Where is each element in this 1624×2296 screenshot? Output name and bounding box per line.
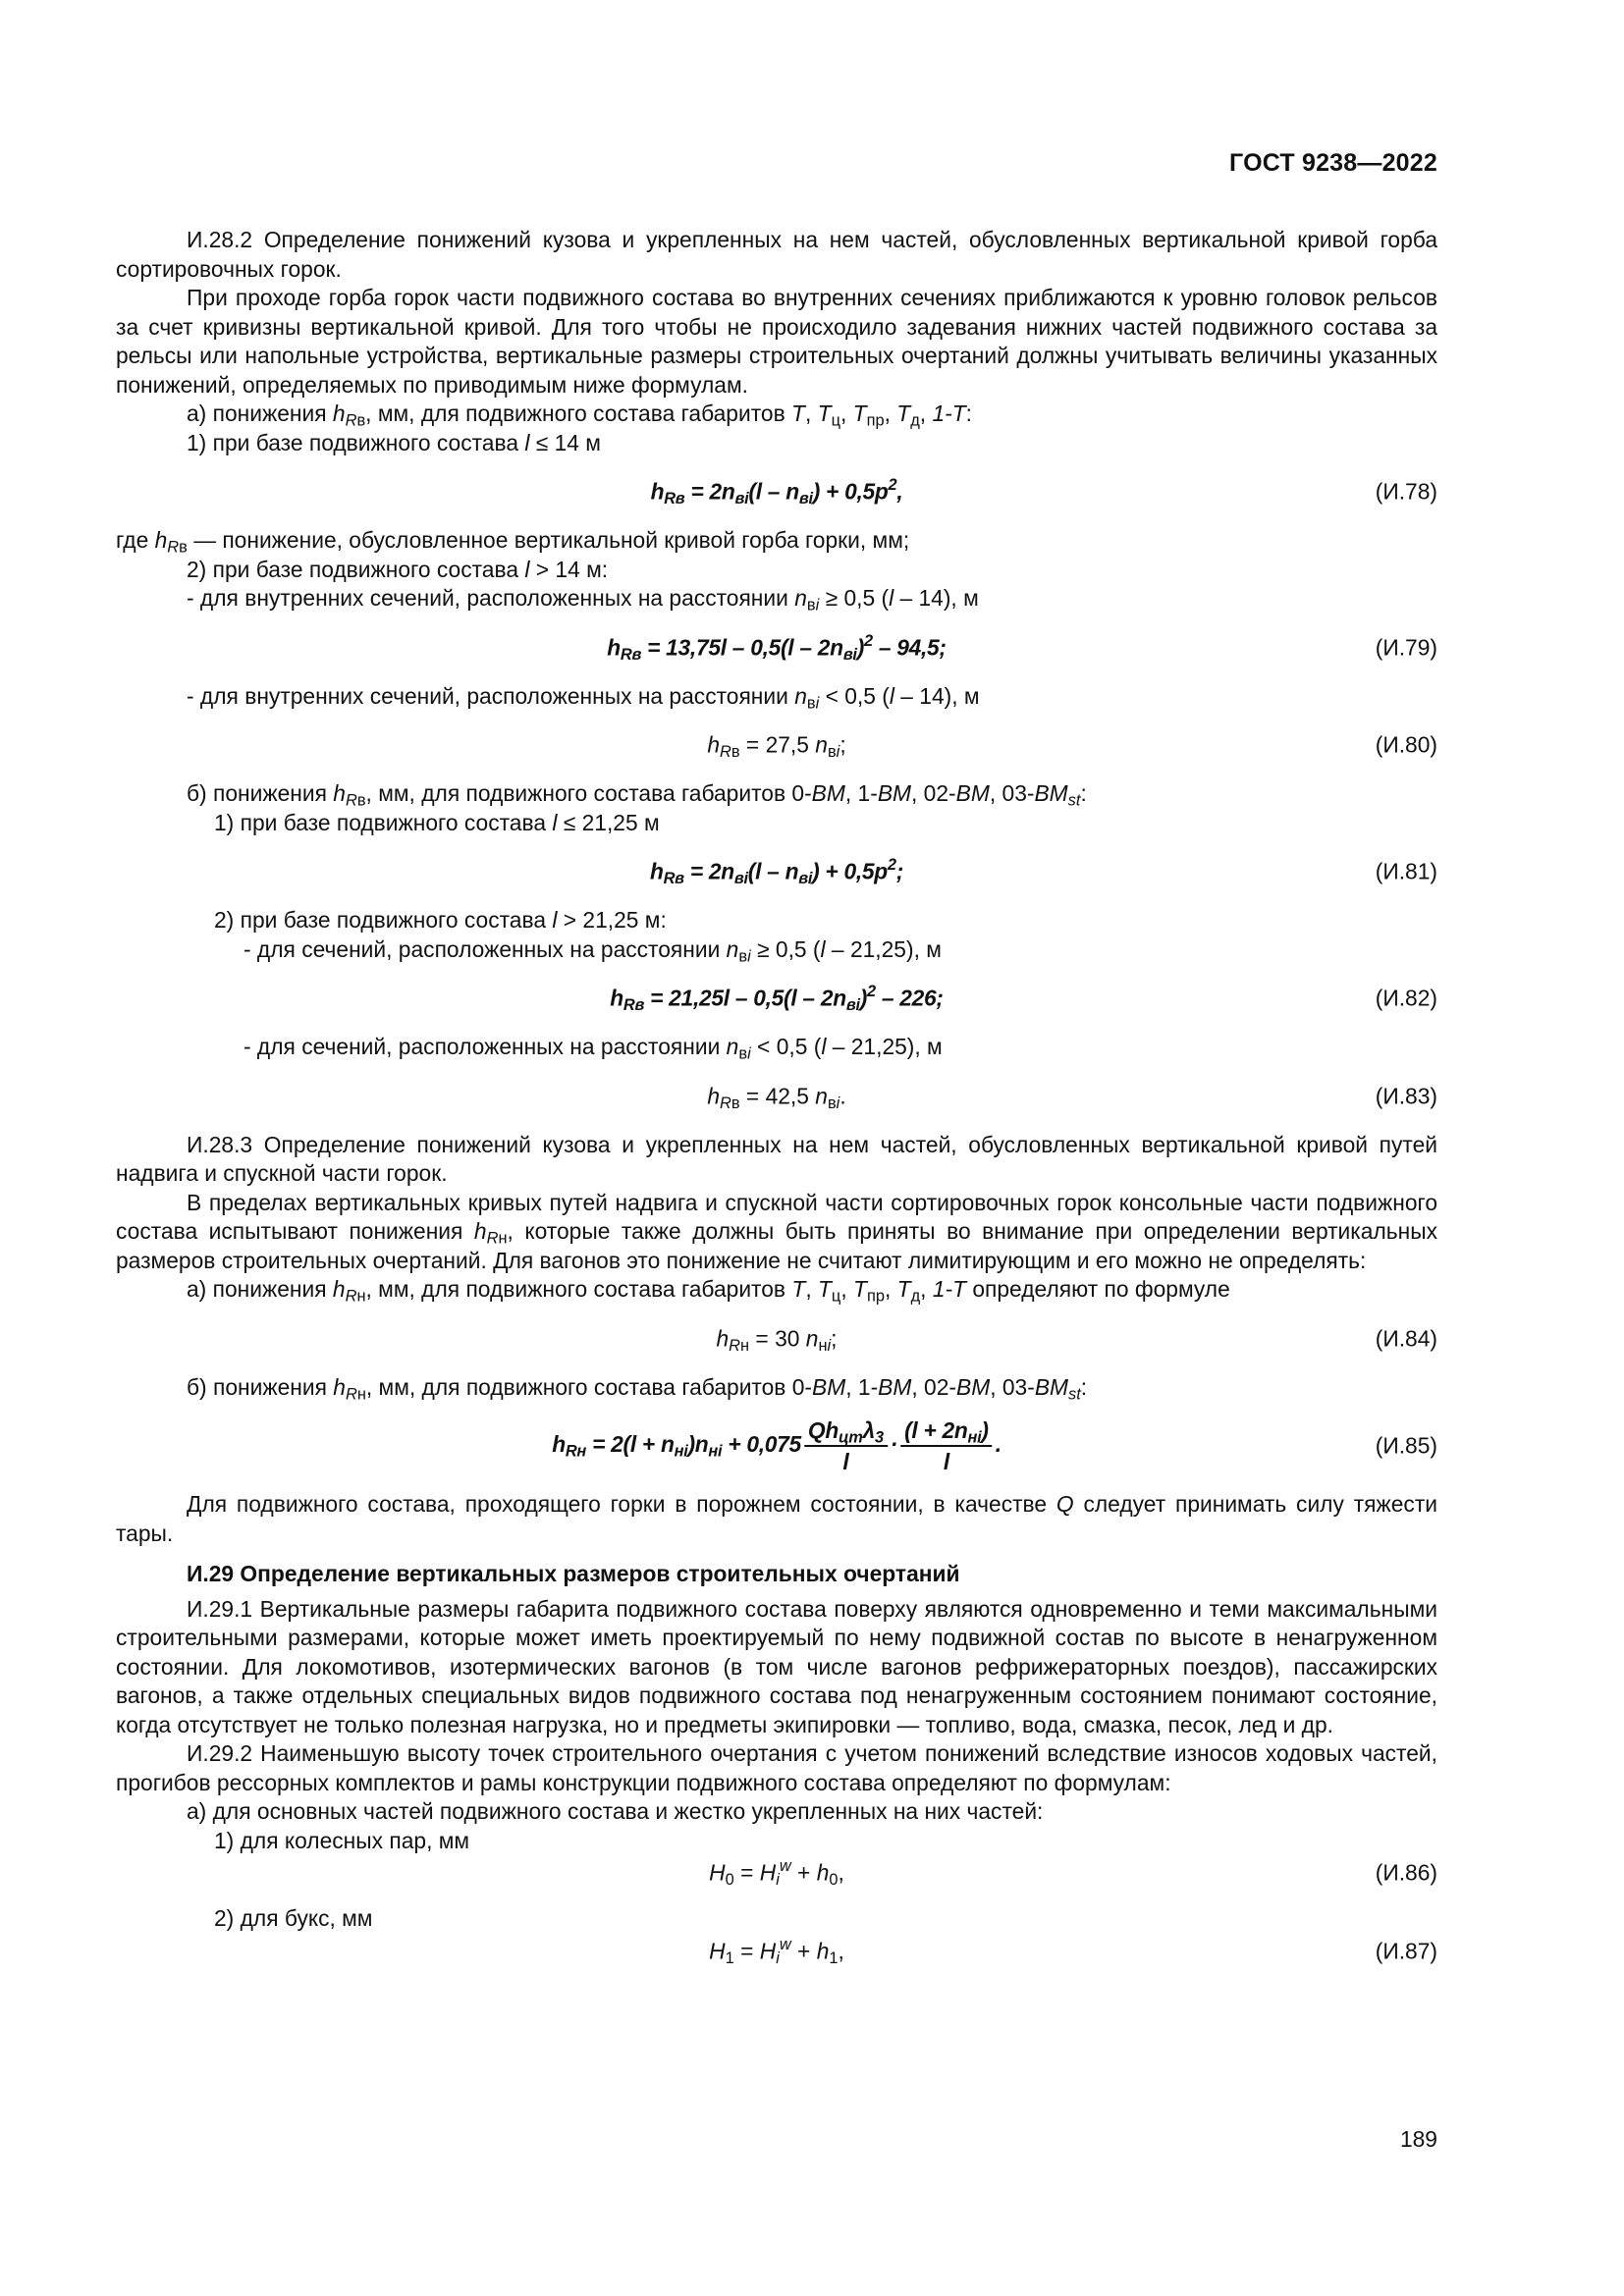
equation-i83: $h_{Rв} = 42,5$ $n_{вi}$. (И.83) <box>707 1082 1437 1112</box>
item-a-push: а) понижения $h_{Rн}$, мм, для подвижного состава габаритов Т, $Т_ц$, $Т_{пр}$, $Т_д$, 1-Т определяют по формуле <box>187 1276 1230 1306</box>
equation-i78: $h_{Rв} = 2n_{вi}(l - n_{вi}) + 0,5p^2$, (И.78) <box>650 476 1437 507</box>
section-i28-2-title: И.28.2 Определение понижений кузова и укрепленных на нем частей, обусловленных вертикальной кривой горба сортировочных горок. <box>116 227 1437 282</box>
section-i29-heading: И.29 Определение вертикальных размеров строительных очертаний <box>187 1561 960 1586</box>
section-i28-3-body: В пределах вертикальных кривых путей надвига и спускной части сортировочных горок консольные части подвижного состава испытывают понижения $h_{Rн}$, которые также должны быть приняты во внимание при определении вертикальных размеров строительных очертаний. Для вагонов это понижение не считают лимитирующим и его можно не определять: <box>116 1189 1437 1273</box>
item-base-over-21: 2) при базе подвижного состава l > 21,25 м: <box>214 907 667 933</box>
section-i28-2-body: При проходе горба горок части подвижного состава во внутренних сечениях приближаются к уровню головок рельсов за счет кривизны вертикальной кривой. Для того чтобы не происходило задевания нижних частей подвижного состава за рельсы или напольные устройства, вертикальные размеры строительных очертаний должны учитывать величины указанных понижений, определяемых по приводимым ниже формулам. <box>116 285 1437 398</box>
section-i28-3-title: И.28.3 Определение понижений кузова и укрепленных на нем частей, обусловленных вертикальной кривой путей надвига и спускной части горок. <box>116 1131 1437 1186</box>
item-sec-lt: - для сечений, расположенных на расстоянии $n_{вi} < 0,5$ (l – 21,25), м <box>244 1034 943 1063</box>
equation-i84: $h_{Rн} = 30$ $n_{нi}$; (И.84) <box>716 1324 1437 1355</box>
section-i29-1: И.29.1 Вертикальные размеры габарита подвижного состава поверху являются одновременно и теми максимальными строительными размерами, которые может иметь проектируемый по нему подвижной состав по высоте в ненагруженном состоянии. Для локомотивов, изотермических вагонов (в том числе вагонов рефрижераторных поездов), пассажирских вагонов, а также отдельных специальных видов подвижного состава под ненагруженным состоянием понимают состояние, когда отсутствует не только полезная нагрузка, но и предметы экипировки — топливо, вода, смазка, песок, лед и др. <box>116 1595 1437 1737</box>
item-b-hump: б) понижения $h_{Rв}$, мм, для подвижного состава габаритов 0-ВМ, 1-ВМ, 02-ВМ, $03-ВМ_{st}$: <box>187 780 1087 810</box>
item-inner-lt: - для внутренних сечений, расположенных на расстоянии $n_{вi} < 0,5$ (l – 14), м <box>187 682 980 713</box>
equation-i87: $H_1 = H_i^w + h_1$, (И.87) <box>709 1935 1437 1967</box>
item-base-14: 1) при базе подвижного состава l ≤ 14 м <box>187 429 601 455</box>
equation-i85: $h_{Rн} = 2(l + n_{нi})n_{нi} + 0,075$ $\frac{Qh_{цт}\lambda_3}{l}$ · $\frac{(l + 2n_{нi})}{l}$ . (И.85) <box>552 1417 1437 1474</box>
equation-i81: $h_{Rв} = 2n_{вi}(l - n_{вi}) + 0,5p^2$; (И.81) <box>649 856 1437 887</box>
equation-i79: $h_{Rв} = 13,75l - 0,5(l - 2n_{вi})^2 - 94,5$; (И.79) <box>607 631 1437 664</box>
where-clause: где $h_{Rв}$ — понижение, обусловленное вертикальной кривой горба горки, мм; <box>116 527 910 557</box>
equation-i80: $h_{Rв} = 27,5$ $n_{вi}$; (И.80) <box>707 731 1437 761</box>
item-a-hump: а) понижения $h_{Rв}$, мм, для подвижного состава габаритов Т, $Т_ц$, $Т_{пр}$, $Т_д$, 1-Т: <box>187 400 973 430</box>
item-wheels: 1) для колесных пар, мм <box>214 1827 470 1853</box>
item-sec-ge: - для сечений, расположенных на расстоянии $n_{вi} \ge 0,5$ (l – 21,25), м <box>244 935 942 966</box>
item-base-over-14: 2) при базе подвижного состава l > 14 м: <box>187 556 609 582</box>
item-b-push: б) понижения $h_{Rн}$, мм, для подвижного состава габаритов 0-ВМ, 1-ВМ, 02-ВМ, $03-ВМ_{st}$: <box>187 1373 1088 1404</box>
section-i29-2: И.29.2 Наименьшую высоту точек строительного очертания с учетом понижений вследствие износов ходовых частей, прогибов рессорных комплектов и рамы конструкции подвижного состава определяют по формулам: <box>116 1740 1437 1795</box>
item-boxes: 2) для букс, мм <box>214 1905 373 1931</box>
empty-state-paragraph: Для подвижного состава, проходящего горки в порожнем состоянии, в качестве Q следует принимать силу тяжести тары. <box>116 1491 1437 1546</box>
item-base-21: 1) при базе подвижного состава l ≤ 21,25 м <box>214 809 660 835</box>
item-inner-ge: - для внутренних сечений, расположенных на расстоянии $n_{вi} \ge 0,5$ (l – 14), м <box>187 585 979 614</box>
document-body <box>116 226 1437 1975</box>
equation-i86: $H_0 = H_i^w + h_0$, (И.86) <box>709 1857 1437 1889</box>
item-i29-2a: а) для основных частей подвижного состава и жестко укрепленных на них частей: <box>187 1798 1044 1824</box>
equation-i82: $h_{Rв} = 21,25l - 0,5(l - 2n_{вi})^2 - 226$; (И.82) <box>610 983 1437 1014</box>
page-number: 189 <box>1399 2126 1437 2152</box>
document-header: ГОСТ 9238—2022 <box>1229 149 1437 177</box>
